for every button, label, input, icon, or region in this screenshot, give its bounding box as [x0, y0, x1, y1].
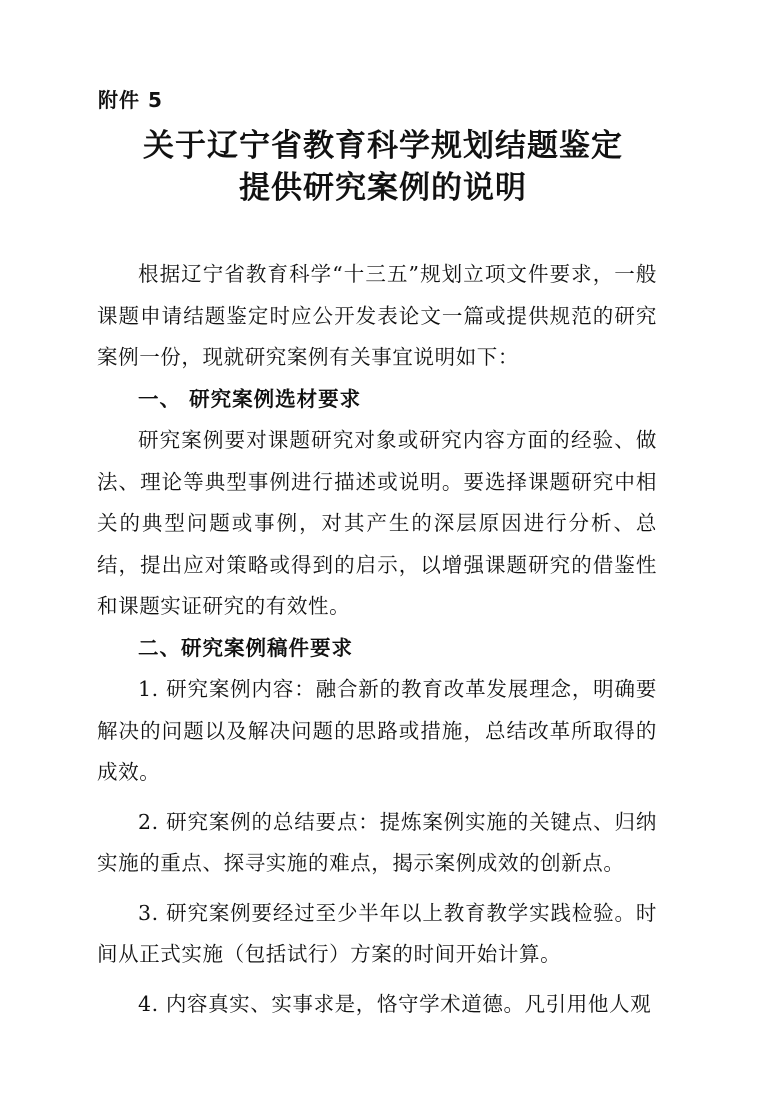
- section-2-heading: 二、研究案例稿件要求: [138, 635, 353, 660]
- attachment-label: 附件 5: [98, 88, 163, 112]
- section-2-item-3: 3. 研究案例要经过至少半年以上教育教学实践检验。时间从正式实施（包括试行）方案的时间开始计算。: [97, 900, 657, 966]
- section-1-heading: 一、 研究案例选材要求: [138, 386, 362, 411]
- section-2-item-1: 1. 研究案例内容：融合新的教育改革发展理念，明确要解决的问题以及解决问题的思路或措施，总结改革所取得的成效。: [97, 677, 657, 784]
- document-title-line-2: 提供研究案例的说明: [239, 170, 527, 206]
- section-2-item-4: 4. 内容真实、实事求是，恪守学术道德。凡引用他人观: [138, 991, 652, 1016]
- document-body: [97, 254, 657, 1025]
- section-2-item-2: 2. 研究案例的总结要点：提炼案例实施的关键点、归纳实施的重点、探寻实施的难点，揭示案例成效的创新点。: [97, 809, 657, 875]
- intro-paragraph: 根据辽宁省教育科学“十三五”规划立项文件要求，一般课题申请结题鉴定时应公开发表论文一篇或提供规范的研究案例一份，现就研究案例有关事宜说明如下：: [97, 262, 657, 369]
- document-title-line-1: 关于辽宁省教育科学规划结题鉴定: [143, 128, 623, 164]
- section-1-paragraph: 研究案例要对课题研究对象或研究内容方面的经验、做法、理论等典型事例进行描述或说明。要选择课题研究中相关的典型问题或事例，对其产生的深层原因进行分析、总结，提出应对策略或得到的启示，以增强课题研究的借鉴性和课题实证研究的有效性。: [97, 428, 657, 618]
